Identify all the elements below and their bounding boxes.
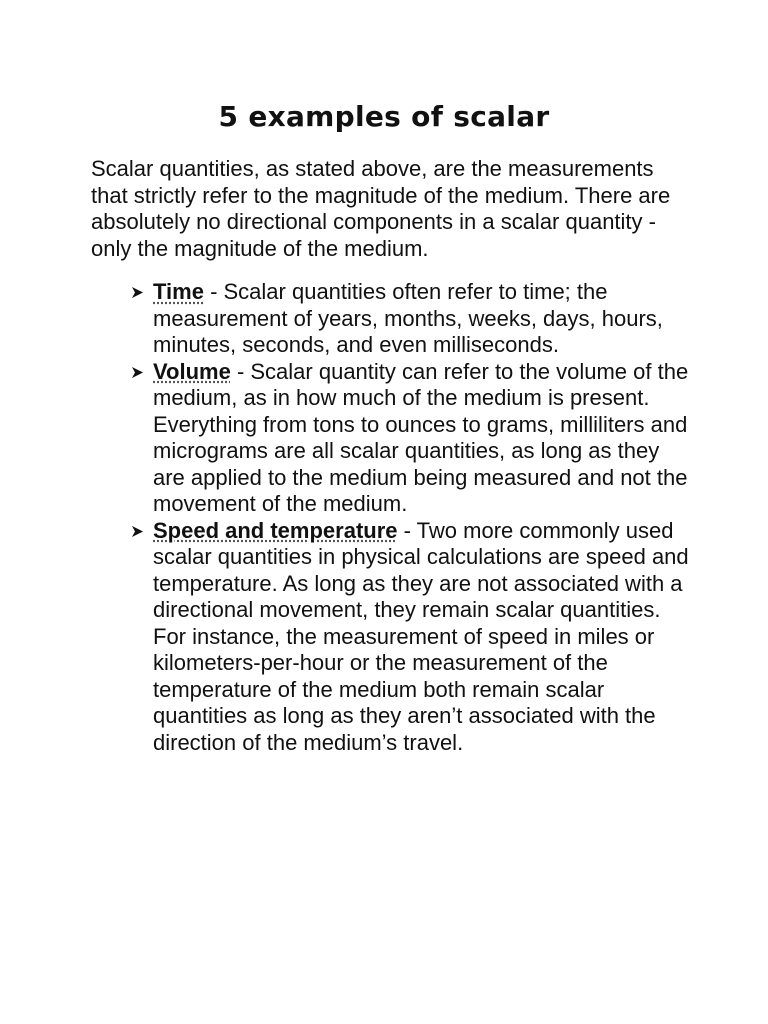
examples-list: [131, 279, 691, 756]
item-term: Speed and temperature: [153, 517, 398, 543]
list-item-speed-and-temperature: [131, 518, 691, 757]
arrowhead-bullet-icon: [131, 286, 144, 299]
list-item-volume: [131, 359, 691, 518]
list-item-time: [131, 279, 691, 359]
intro-paragraph: Scalar quantities, as stated above, are the measurements that strictly refer to the magnitude of the medium. There are absolutely no directional components in a scalar quantity - only the magnitude of the medium.: [91, 156, 671, 261]
item-text: - Scalar quantities often refer to time; the measurement of years, months, weeks, days, hours, minutes, seconds, and even milliseconds.: [153, 279, 663, 357]
arrowhead-bullet-icon: [131, 366, 144, 379]
item-term: Time: [153, 279, 204, 304]
page-title: 5 examples of scalar: [218, 100, 550, 133]
arrowhead-bullet-icon: [131, 525, 144, 538]
item-term: Volume: [153, 358, 231, 384]
item-text: - Two more commonly used scalar quantities in physical calculations are speed and temperature. As long as they are not associated with a directional movement, they remain scalar quantities. For instance, the measurement of speed in miles or kilometers-per-hour or the measurement of the temperature of the medium both remain scalar quantities as long as they aren’t associated with the direction of the medium’s travel.: [153, 517, 689, 755]
item-text: - Scalar quantity can refer to the volume of the medium, as in how much of the medium is present. Everything from tons to ounces to grams, milliliters and micrograms are all scalar quantities, as long as they are applied to the medium being measured and not the movement of the medium.: [153, 358, 689, 516]
